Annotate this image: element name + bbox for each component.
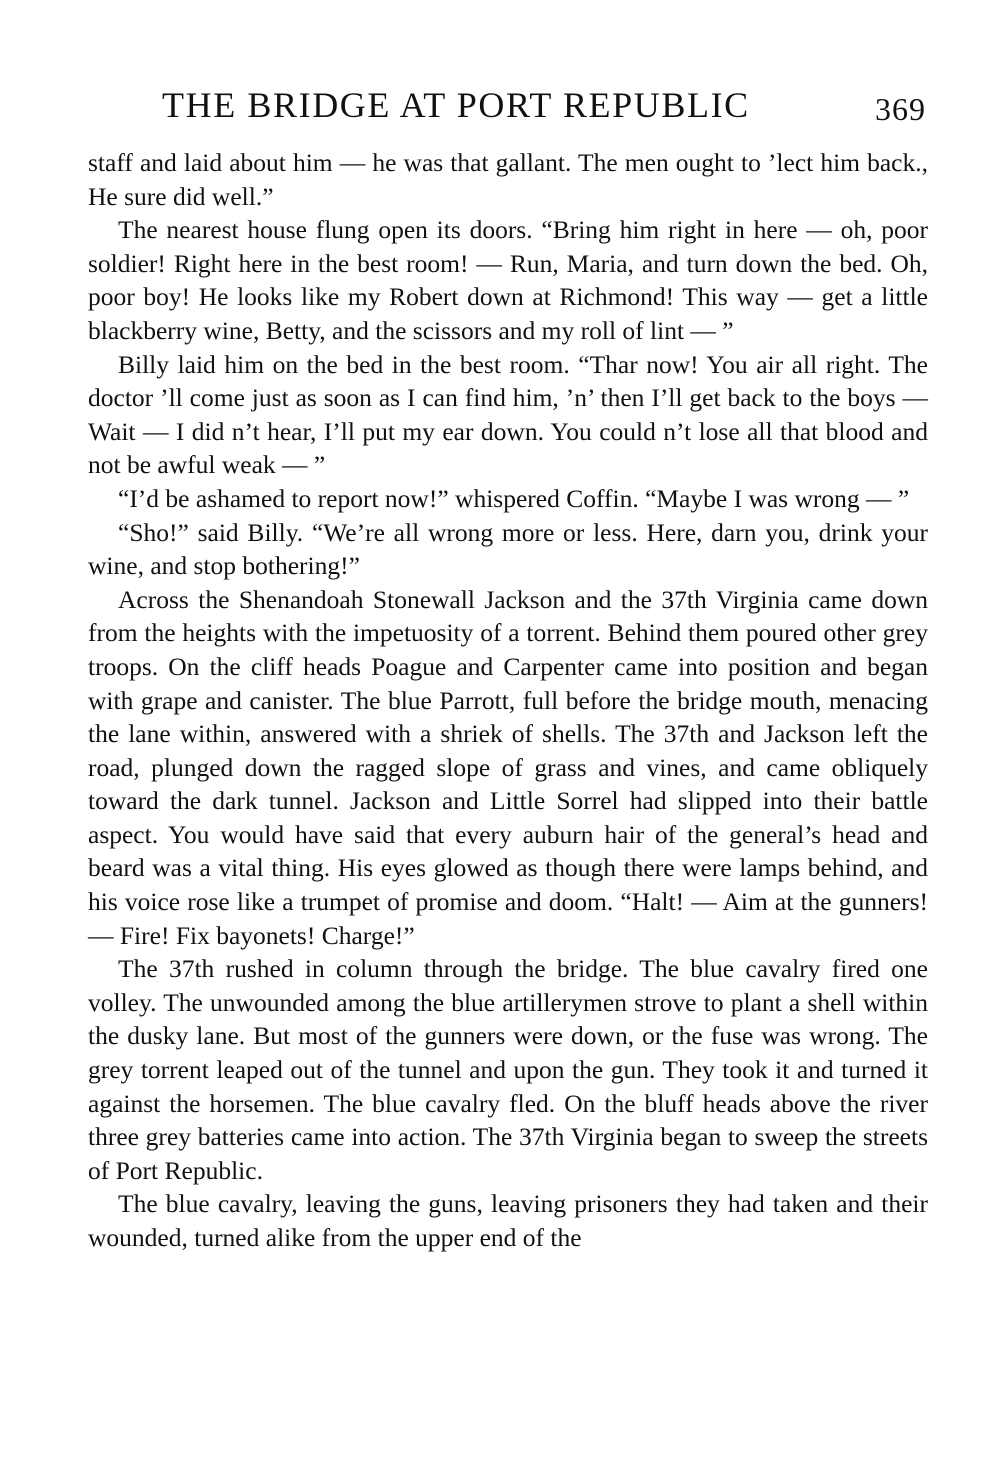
body-text bbox=[88, 146, 928, 1255]
paragraph-continued: staff and laid about him — he was that gallant. The men ought to ’lect him back., He sure did well.” bbox=[88, 148, 928, 211]
page-number: 369 bbox=[875, 91, 926, 127]
paragraph: Across the Shenandoah Stonewall Jackson and the 37th Virginia came down from the heights with the impetuosity of a torrent. Behind them poured other grey troops. On the cliff heads Poague and Carpenter came into position and began with grape and canister. The blue Parrott, full before the bridge mouth, menacing the lane within, answered with a shriek of shells. The 37th and Jackson left the road, plunged down the ragged slope of grass and vines, and came obliquely toward the dark tunnel. Jackson and Little Sorrel had slipped into their battle aspect. You would have said that every auburn hair of the general’s head and beard was a vital thing. His eyes glowed as though there were lamps behind, and his voice rose like a trumpet of promise and doom. “Halt! — Aim at the gunners! — Fire! Fix bayonets! Charge!” bbox=[88, 584, 928, 950]
paragraph: “Sho!” said Billy. “We’re all wrong more or less. Here, darn you, drink your wine, and stop bothering!” bbox=[88, 517, 928, 581]
paragraph: Billy laid him on the bed in the best room. “Thar now! You air all right. The doctor ’ll come just as soon as I can find him, ’n’ then I’ll get back to the boys — Wait — I did n’t hear, I’ll put my ear down. You could n’t lose all that blood and not be awful weak — ” bbox=[88, 349, 928, 480]
paragraph: The blue cavalry, leaving the guns, leaving prisoners they had taken and their wounded, turned alike from the upper end of the bbox=[88, 1189, 928, 1252]
paragraph: The 37th rushed in column through the bridge. The blue cavalry fired one volley. The unwounded among the blue artillerymen strove to plant a shell within the dusky lane. But most of the gunners were down, or the fuse was wrong. The grey torrent leaped out of the tunnel and upon the gun. They took it and turned it against the horsemen. The blue cavalry fled. On the bluff heads above the river three grey batteries came into action. The 37th Virginia began to sweep the streets of Port Republic. bbox=[88, 954, 928, 1185]
page-header bbox=[88, 82, 928, 132]
book-page bbox=[88, 82, 928, 1255]
paragraph: The nearest house flung open its doors. “Bring him right in here — oh, poor soldier! Right here in the best room! — Run, Maria, and turn down the bed. Oh, poor boy! He looks like my Robert down at Richmond! This way — get a little blackberry wine, Betty, and the scissors and my roll of lint — ” bbox=[88, 215, 928, 345]
paragraph: “I’d be ashamed to report now!” whispered Coffin. “Maybe I was wrong — ” bbox=[118, 483, 910, 513]
running-title: THE BRIDGE AT PORT REPUBLIC bbox=[162, 85, 750, 125]
